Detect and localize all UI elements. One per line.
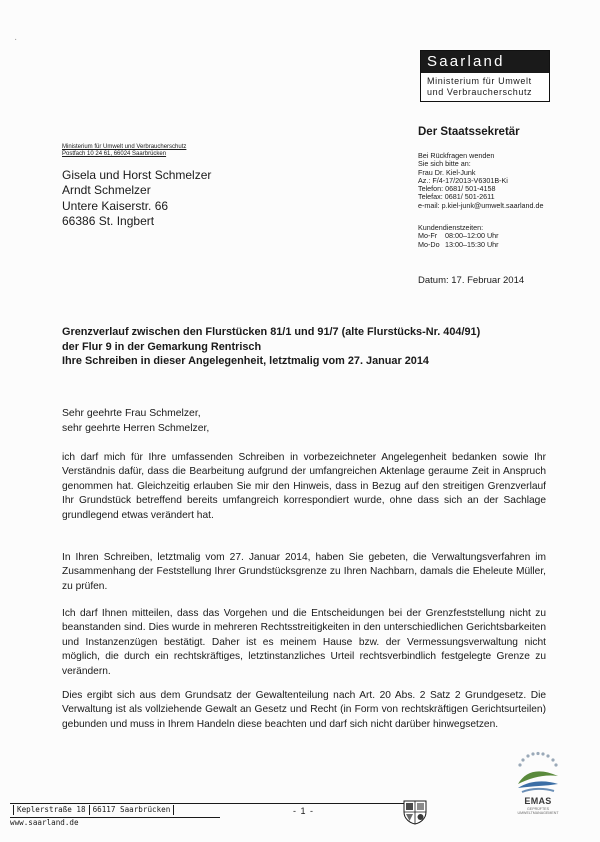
email-address[interactable]: e-mail: p.kiel-junk@umwelt.saarland.de xyxy=(418,200,544,210)
sender-title: Der Staatssekretär xyxy=(418,126,520,138)
phone-number: Telefon: 0681/ 501-4158 xyxy=(418,184,496,194)
emas-subtitle-line: GEPRÜFTES xyxy=(527,807,549,811)
footer-website[interactable]: www.saarland.de xyxy=(10,818,79,827)
emas-emblem-icon xyxy=(506,750,570,796)
recipient-line: 66386 St. Ingbert xyxy=(62,214,155,229)
recipient-address xyxy=(62,168,211,230)
body-paragraph: In Ihren Schreiben, letztmalig vom 27. Januar 2014, haben Sie gebeten, die Verwaltungsverfahren im Zusammenhang der Feststellung Ihrer Grundstücksgrenze zu Ihren Nachbarn, damals die Eheleute Müller, zu prüfen. xyxy=(62,552,546,592)
body-paragraph: Dies ergibt sich aus dem Grundsatz der Gewaltenteilung nach Art. 20 Abs. 2 Satz 2 Grundgesetz. Die Verwaltung ist als vollziehende Gewalt an Gesetz und Recht (in Form von rechtskräftigen Gerichtsurteilen) gebunden und muss in Ihrem Handeln diese beachten und darf sich nicht darüber hinwegsetzen. xyxy=(62,690,546,730)
scan-speck-mark: · xyxy=(14,34,18,45)
footer-address-row xyxy=(10,805,177,815)
page-number: - 1 - xyxy=(293,806,315,816)
footer-divider xyxy=(10,803,405,804)
emas-label: EMAS xyxy=(524,796,552,806)
recipient-line: Arndt Schmelzer xyxy=(62,183,151,198)
contact-person: Frau Dr. Kiel-Junk xyxy=(418,167,476,177)
subject-line: Ihre Schreiben in dieser Angelegenheit, letztmalig vom 27. Januar 2014 xyxy=(62,355,429,367)
recipient-line: Untere Kaiserstr. 66 xyxy=(62,198,169,213)
coat-of-arms-icon xyxy=(402,799,428,825)
footer-street: Keplerstraße 18 xyxy=(17,805,86,814)
salutation-line: sehr geehrte Herren Schmelzer, xyxy=(62,422,210,434)
subject-block xyxy=(62,325,480,369)
office-hours-label: Kundendienstzeiten: xyxy=(418,223,484,232)
body-paragraph: Ich darf Ihnen mitteilen, dass das Vorgehen und die Entscheidungen bei der Grenzfeststellung nicht zu beanstanden sind. Dies wurde in mehreren Rechtsstreitigkeiten in den unterschiedlichen Gerichtsbarkeiten und Instanzenzügen bestätigt. Daher ist es meinem Hause bzw. der Vermessungsverwaltung nicht möglich, die durch ein rechtskräftiges, letztinstanzliches Urteil rechtsverbindlich festgelegte Grenze zu verändern. xyxy=(62,608,546,677)
office-hours-time: 13:00–15:30 Uhr xyxy=(445,239,499,249)
salutation-line: Sehr geehrte Frau Schmelzer, xyxy=(62,408,201,419)
office-hours-time: 08:00–12:00 Uhr xyxy=(445,231,499,241)
emas-subtitle xyxy=(506,807,570,815)
subject-line: Grenzverlauf zwischen den Flurstücken 81/1 und 91/7 (alte Flurstücks-Nr. 404/91) xyxy=(62,326,481,338)
recipient-line: Gisela und Horst Schmelzer xyxy=(62,168,212,182)
office-hours-days: Mo-Fr xyxy=(418,231,438,241)
ministry-line-1: Ministerium für Umwelt xyxy=(427,76,532,86)
return-address xyxy=(62,144,186,158)
footer-separator xyxy=(89,805,90,815)
file-reference: Az.: F/4-17/2013-V6301B-Ki xyxy=(418,175,508,185)
office-hours-row xyxy=(418,241,499,249)
return-address-line: Ministerium für Umwelt und Verbraucherschutz xyxy=(62,144,187,150)
footer-separator xyxy=(13,805,14,815)
return-address-line: Postfach 10 24 61, 66024 Saarbrücken xyxy=(62,151,167,157)
subject-line: der Flur 9 in der Gemarkung Rentrisch xyxy=(62,340,262,353)
emas-logo xyxy=(506,750,570,822)
fax-number: Telefax: 0681/ 501-2611 xyxy=(418,192,495,202)
letter-date: Datum: 17. Februar 2014 xyxy=(418,275,525,286)
salutation xyxy=(62,407,209,436)
saarland-logo-box xyxy=(420,50,550,102)
office-hours-days: Mo-Do xyxy=(418,239,440,249)
contact-block xyxy=(418,152,593,210)
emas-subtitle-line: UMWELTMANAGEMENT xyxy=(517,811,559,815)
contact-line: Sie sich bitte an: xyxy=(418,159,471,169)
brand-name: Saarland xyxy=(421,51,549,73)
office-hours-block xyxy=(418,224,499,249)
ministry-line-2: und Verbraucherschutz xyxy=(427,87,533,97)
footer-separator xyxy=(173,805,174,815)
contact-line: Bei Rückfragen wenden xyxy=(418,151,495,160)
body-paragraph: ich darf mich für Ihre umfassenden Schreiben in vorbezeichneter Angelegenheit bedanken sowie Ihr Verständnis dafür, dass die Bearbeitung aufgrund der umfangreichen Aktenlage geraume Zeit in Anspruch genommen hat. Gleichzeitig erlauben Sie mir den Hinweis, dass in Bezug auf den streitigen Grenzverlauf Ihr Grundstück betreffend bereits umfangreich korrespondiert wurde, ohne dass sich an der Sachlage grundlegend etwas verändert hat. xyxy=(62,452,546,521)
footer-city: 66117 Saarbrücken xyxy=(92,805,171,814)
